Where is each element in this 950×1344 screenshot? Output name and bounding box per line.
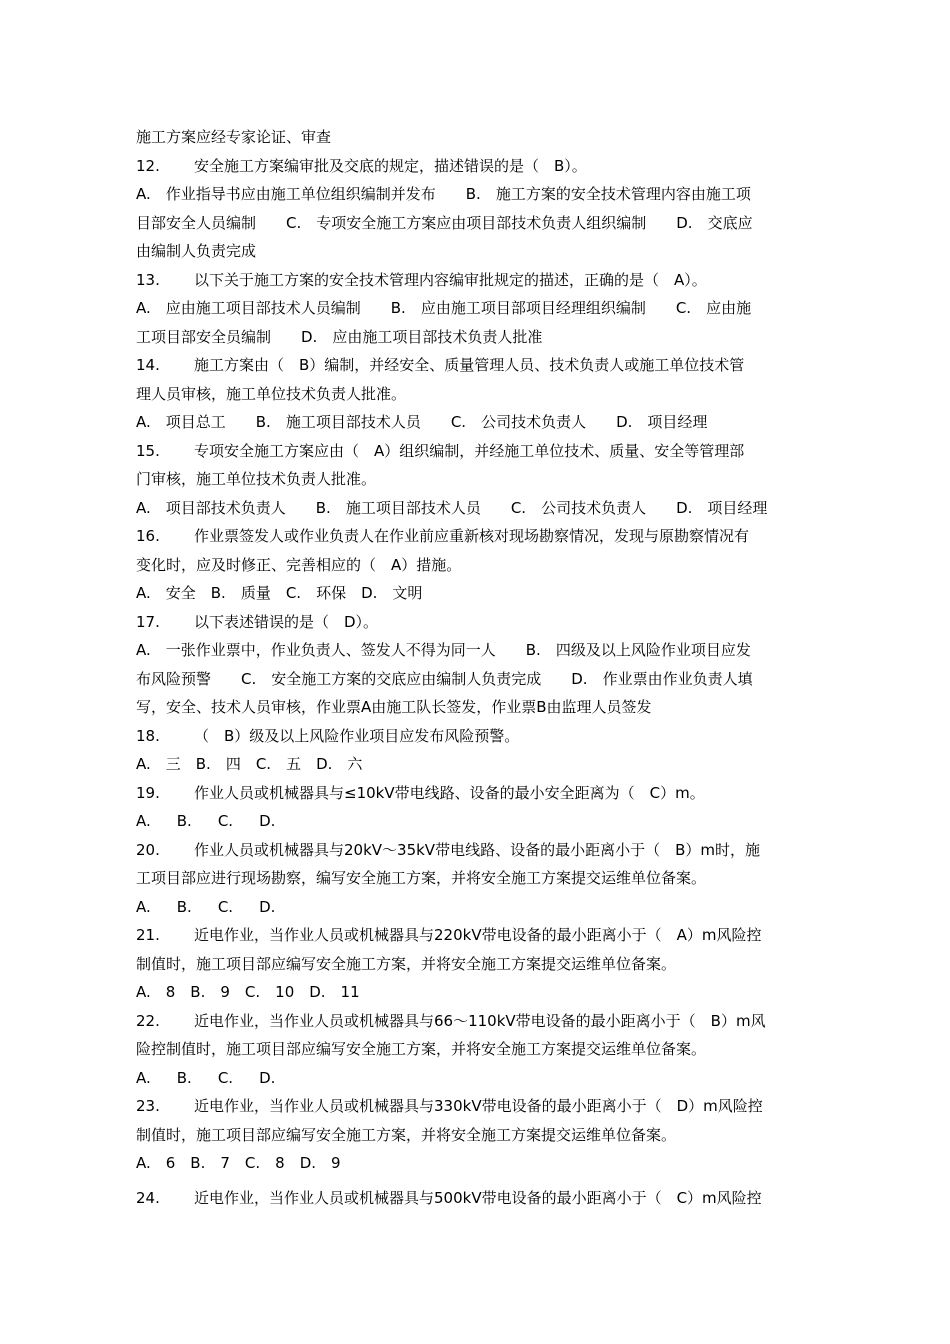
options-line: A. 一张作业票中，作业负责人、签发人不得为同一人 B. 四级及以上风险作业项目应发 <box>136 641 751 659</box>
text-line: 变化时，应及时修正、完善相应的（ A）措施。 <box>136 556 462 574</box>
question-14 <box>136 355 816 375</box>
option-a: A. <box>136 812 151 830</box>
question-17 <box>136 612 816 632</box>
question-text: 施工方案由（ B）编制，并经安全、质量管理人员、技术负责人或施工单位技术管 <box>194 356 745 374</box>
options-line: 工项目部安全员编制 D. 应由施工项目部技术负责人批准 <box>136 328 543 346</box>
options-line <box>136 897 816 917</box>
question-text: 专项安全施工方案应由（ A）组织编制，并经施工单位技术、质量、安全等管理部 <box>194 442 745 460</box>
question-text: 近电作业，当作业人员或机械器具与500kV带电设备的最小距离小于（ C）m风险控 <box>194 1189 762 1207</box>
question-text: 近电作业，当作业人员或机械器具与66～110kV带电设备的最小距离小于（ B）m风 <box>194 1012 766 1030</box>
options-line: 布风险预警 C. 安全施工方案的交底应由编制人负责完成 D. 作业票由作业负责人填 <box>136 670 753 688</box>
question-number: 17. <box>136 613 160 631</box>
question-number: 12. <box>136 157 160 175</box>
question-23 <box>136 1096 816 1116</box>
question-number: 23. <box>136 1097 160 1115</box>
question-text: 作业人员或机械器具与20kV～35kV带电线路、设备的最小距离小于（ B）m时，施 <box>194 841 760 859</box>
question-text: 近电作业，当作业人员或机械器具与220kV带电设备的最小距离小于（ A）m风险控 <box>194 926 762 944</box>
text-line: 施工方案应经专家论证、审查 <box>136 128 332 146</box>
option-b: B. <box>176 1069 192 1087</box>
question-number: 15. <box>136 442 160 460</box>
options-line: A. 6 B. 7 C. 8 D. 9 <box>136 1154 341 1172</box>
question-number: 21. <box>136 926 160 944</box>
question-number: 20. <box>136 841 160 859</box>
question-18 <box>136 726 816 746</box>
question-24 <box>136 1188 816 1208</box>
text-line: 制值时，施工项目部应编写安全施工方案，并将安全施工方案提交运维单位备案。 <box>136 955 677 973</box>
options-line: A. 安全 B. 质量 C. 环保 D. 文明 <box>136 584 423 602</box>
question-text: 作业票签发人或作业负责人在作业前应重新核对现场勘察情况，发现与原勘察情况有 <box>194 527 750 545</box>
question-12 <box>136 156 816 176</box>
options-line: A. 项目总工 B. 施工项目部技术人员 C. 公司技术负责人 D. 项目经理 <box>136 413 708 431</box>
options-line: A. 8 B. 9 C. 10 D. 11 <box>136 983 360 1001</box>
option-d: D. <box>259 898 276 916</box>
question-21 <box>136 925 816 945</box>
text-line: 制值时，施工项目部应编写安全施工方案，并将安全施工方案提交运维单位备案。 <box>136 1126 677 1144</box>
question-number: 18. <box>136 727 160 745</box>
options-line: A. 应由施工项目部技术人员编制 B. 应由施工项目部项目经理组织编制 C. 应由施 <box>136 299 752 317</box>
question-number: 16. <box>136 527 160 545</box>
option-c: C. <box>217 812 234 830</box>
option-c: C. <box>217 898 234 916</box>
question-text: （ B）级及以上风险作业项目应发布风险预警。 <box>194 727 520 745</box>
question-text: 近电作业，当作业人员或机械器具与330kV带电设备的最小距离小于（ D）m风险控 <box>194 1097 763 1115</box>
option-c: C. <box>217 1069 234 1087</box>
question-text: 作业人员或机械器具与≤10kV带电线路、设备的最小安全距离为（ C）m。 <box>194 784 705 802</box>
question-13 <box>136 270 816 290</box>
question-16 <box>136 526 816 546</box>
text-line: 险控制值时，施工项目部应编写安全施工方案，并将安全施工方案提交运维单位备案。 <box>136 1040 707 1058</box>
options-line: 目部安全人员编制 C. 专项安全施工方案应由项目部技术负责人组织编制 D. 交底应 <box>136 214 753 232</box>
option-b: B. <box>176 812 192 830</box>
question-15 <box>136 441 816 461</box>
option-a: A. <box>136 898 151 916</box>
text-line: 理人员审核，施工单位技术负责人批准。 <box>136 385 407 403</box>
question-text: 安全施工方案编审批及交底的规定，描述错误的是（ B）。 <box>194 157 587 175</box>
text-line: 门审核，施工单位技术负责人批准。 <box>136 470 377 488</box>
options-line <box>136 811 816 831</box>
question-number: 14. <box>136 356 160 374</box>
options-line: A. 三 B. 四 C. 五 D. 六 <box>136 755 363 773</box>
option-a: A. <box>136 1069 151 1087</box>
options-line: 写，安全、技术人员审核，作业票A由施工队长签发，作业票B由监理人员签发 <box>136 698 652 716</box>
options-line: A. 项目部技术负责人 B. 施工项目部技术人员 C. 公司技术负责人 D. 项目经理 <box>136 499 768 517</box>
options-line <box>136 1068 816 1088</box>
question-19 <box>136 783 816 803</box>
question-text: 以下表述错误的是（ D）。 <box>194 613 379 631</box>
options-line: 由编制人负责完成 <box>136 242 257 260</box>
option-d: D. <box>259 812 276 830</box>
question-20 <box>136 840 816 860</box>
options-line: A. 作业指导书应由施工单位组织编制并发布 B. 施工方案的安全技术管理内容由施工项 <box>136 185 751 203</box>
question-text: 以下关于施工方案的安全技术管理内容编审批规定的描述，正确的是（ A）。 <box>194 271 707 289</box>
question-number: 19. <box>136 784 160 802</box>
text-line: 工项目部应进行现场勘察，编写安全施工方案，并将安全施工方案提交运维单位备案。 <box>136 869 707 887</box>
question-number: 24. <box>136 1189 160 1207</box>
option-b: B. <box>176 898 192 916</box>
question-22 <box>136 1011 816 1031</box>
question-number: 22. <box>136 1012 160 1030</box>
question-number: 13. <box>136 271 160 289</box>
option-d: D. <box>259 1069 276 1087</box>
